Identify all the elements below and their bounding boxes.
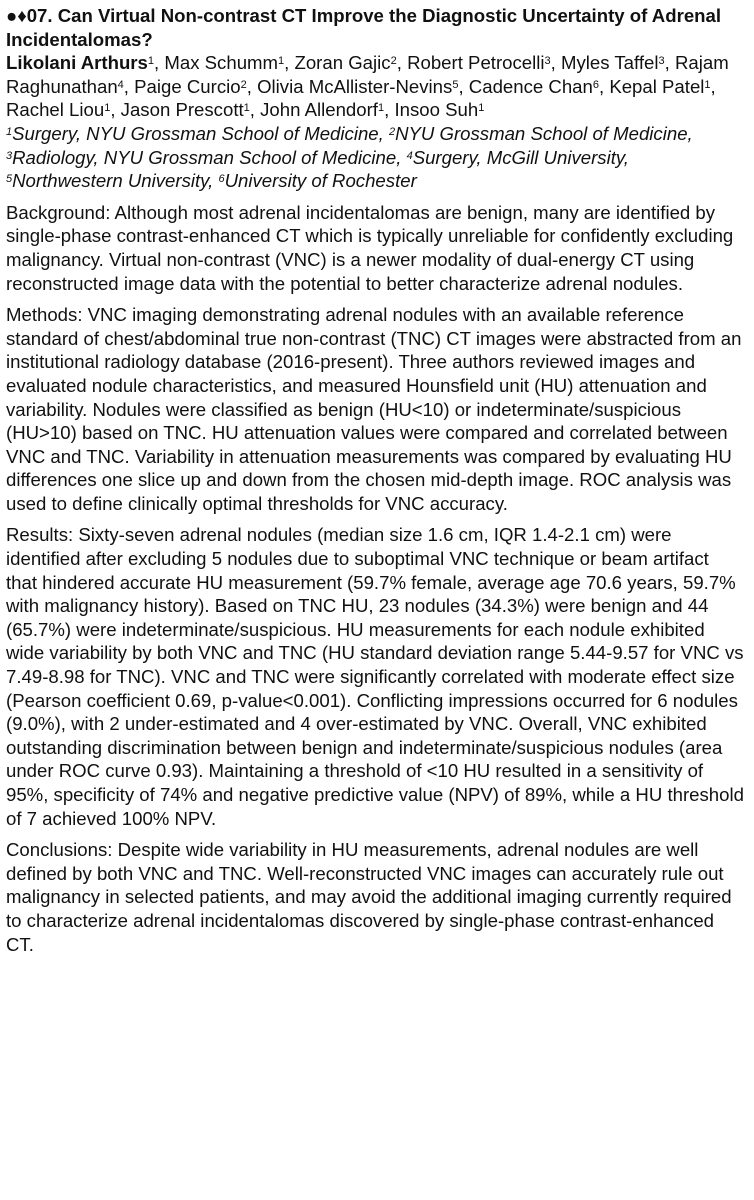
results-section: Results: Sixty-seven adrenal nodules (median size 1.6 cm, IQR 1.4-2.1 cm) were identified after excluding 5 nodules due to suboptimal VNC technique or beam artifact that hindered accurate HU measurement (59.7% female, average age 70.6 years, 59.7% with malignancy history). Based on TNC HU, 23 nodules (34.3%) were benign and 44 (65.7%) were indeterminate/suspicious. HU measurements for each nodule exhibited wide variability by both VNC and TNC (HU standard deviation range 5.44-9.57 for VNC vs 7.49-8.98 for TNC). VNC and TNC were significantly correlated with moderate effect size (Pearson coefficient 0.69, p-value<0.001). Conflicting impressions occurred for 6 nodules (9.0%), with 2 under-estimated and 4 over-estimated by VNC. Overall, VNC exhibited outstanding discrimination between benign and indeterminate/suspicious nodules (area under ROC curve 0.93). Maintaining a threshold of <10 HU resulted in a sensitivity of 95%, specificity of 74% and negative predictive value (NPV) of 89%, while a HU threshold of 7 achieved 100% NPV. [6, 524, 744, 829]
abstract-number: 07. [26, 5, 53, 26]
author-name: Myles Taffel [560, 52, 659, 74]
abstract-title [6, 4, 744, 51]
author [294, 52, 396, 73]
author-affiliation-number: 2 [240, 78, 247, 91]
author [469, 76, 599, 97]
author [260, 99, 384, 120]
author-affiliation-number: 5 [452, 78, 459, 91]
author [164, 52, 284, 73]
affiliation-number: 2 [388, 125, 396, 138]
affiliation-text: Northwestern University, [12, 170, 219, 192]
affiliation-text: NYU Grossman School of Medicine, [395, 122, 693, 144]
affiliation [6, 147, 407, 168]
author-affiliation-number: 1 [478, 102, 485, 115]
author-affiliation-number: 1 [278, 55, 285, 68]
affiliation [218, 170, 416, 191]
author-name: Robert Petrocelli [407, 52, 545, 74]
author [134, 76, 247, 97]
conclusions-section: Conclusions: Despite wide variability in HU measurements, adrenal nodules are well defined by both VNC and TNC. Well-reconstructed VNC images can accurately rule out malignancy in selected patients, and may avoid the additional imaging currently required to characterize adrenal incidentalomas discovered by single-phase contrast-enhanced CT. [6, 839, 732, 955]
author-affiliation-number: 3 [544, 55, 551, 68]
author-name: Max Schumm [164, 52, 279, 74]
presentation-markers: ●♦ [6, 5, 27, 26]
background-section: Background: Although most adrenal incidentalomas are benign, many are identified by single-phase contrast-enhanced CT which is typically unreliable for confidently excluding malignancy. Virtual non-contrast (VNC) is a newer modality of dual-energy CT using reconstructed image data with the potential to better characterize adrenal nodules. [6, 201, 734, 294]
author [6, 52, 154, 73]
affiliation [6, 123, 389, 144]
author-name: Olivia McAllister-Nevins [257, 75, 453, 97]
affiliation-text: Radiology, NYU Grossman School of Medicine, [12, 146, 407, 168]
author [257, 76, 458, 97]
affiliation-number: 6 [218, 173, 225, 186]
author [121, 99, 250, 120]
author-affiliation-number: 4 [117, 78, 124, 91]
author-name: Paige Curcio [134, 75, 241, 97]
author [609, 76, 710, 97]
author-affiliation-number: 2 [390, 55, 397, 68]
author [407, 52, 551, 73]
author-affiliation-number: 1 [104, 102, 111, 115]
affiliation-list [6, 122, 744, 193]
author-name: Insoo Suh [394, 99, 479, 121]
author-name: Cadence Chan [468, 75, 593, 97]
author-affiliation-number: 1 [147, 55, 155, 68]
author-affiliation-number: 6 [592, 78, 599, 91]
affiliation-number: 5 [6, 173, 13, 186]
affiliation-text: Surgery, McGill University, [412, 146, 629, 168]
author-list: Likolani Arthurs$^1$, Max Schumm$^1$, Zoran Gajic$^2$, Robert Petrocelli$^3$, Myles Taffel$^3$, Rajam Raghunathan$^4$, Paige Curcio$^2$, Olivia McAllister-Nevins$^5$, Cadence Chan$^6$, Kepal Patel$^1$, Rachel Liou$^1$, Jason Prescott$^1$, John Allendorf$^1$, Insoo Suh$^1$ [6, 52, 729, 121]
author-name: Rajam Raghunathan [6, 52, 729, 97]
author-name: Likolani Arthurs [6, 52, 148, 74]
author-name: Rachel Liou [6, 99, 105, 121]
author-affiliation-number: 3 [658, 55, 665, 68]
methods-section: Methods: VNC imaging demonstrating adrenal nodules with an available reference standard of chest/abdominal true non-contrast (TNC) CT images were abstracted from an institutional radiology database (2016-present). Three authors reviewed images and evaluated nodule characteristics, and measured Hounsfield unit (HU) attenuation and variability. Nodules were classified as benign (HU<10) or indeterminate/suspicious (HU>10) based on TNC. HU attenuation values were compared and correlated between VNC and TNC. Variability in attenuation measurements was compared by evaluating HU differences one slice up and down from the chosen mid-depth image. ROC analysis was used to define clinically optimal thresholds for VNC accuracy. [6, 304, 742, 514]
affiliation [407, 147, 629, 168]
author-affiliation-number: 1 [243, 102, 250, 115]
affiliation-text: Surgery, NYU Grossman School of Medicine, [12, 122, 389, 144]
author-affiliation-number: 1 [377, 102, 385, 115]
affiliation-text: University of Rochester [224, 170, 417, 192]
author [561, 52, 665, 73]
author [6, 99, 110, 120]
author-name: Jason Prescott [120, 99, 244, 121]
author-name: John Allendorf [260, 99, 378, 121]
abstract-title-text: Can Virtual Non-contrast CT Improve the Diagnostic Uncertainty of Adrenal Incidentalomas? [6, 5, 722, 50]
author-name: Kepal Patel [609, 75, 705, 97]
affiliation [6, 170, 218, 191]
author-name: Zoran Gajic [294, 52, 391, 74]
affiliation-number: 3 [6, 149, 13, 162]
affiliation-number: 1 [6, 125, 13, 138]
affiliation-number: 4 [406, 149, 413, 162]
author-affiliation-number: 1 [704, 78, 711, 91]
author [394, 99, 484, 120]
affiliation [389, 123, 693, 144]
